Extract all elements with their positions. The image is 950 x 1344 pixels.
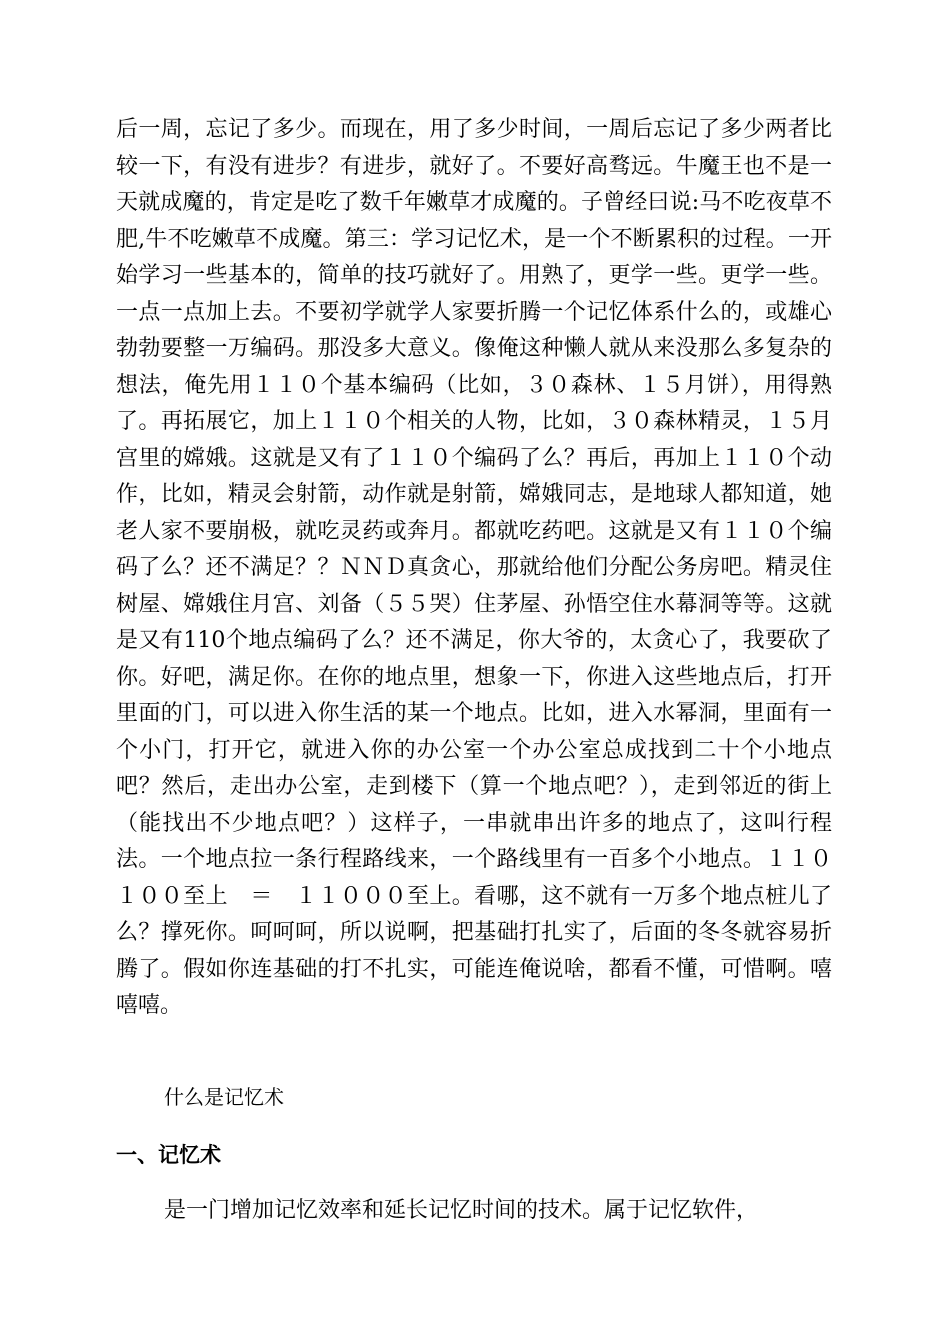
- section-heading: 一、记忆术: [116, 1143, 221, 1167]
- body-paragraph: 后一周，忘记了多少。而现在，用了多少时间，一周后忘记了多少两者比较一下，有没有进步？有进步，就好了。不要好高骛远。牛魔王也不是一天就成魔的，肯定是吃了数千年嫩草才成魔的。子曾经曰说:马不吃夜草不肥,牛不吃嫩草不成魔。第三：学习记忆术，是一个不断累积的过程。一开始学习一些基本的，简单的技巧就好了。用熟了，更学一些。更学一些。一点一点加上去。不要初学就学人家要折腾一个记忆体系什么的，或雄心勃勃要整一万编码。那没多大意义。像俺这种懒人就从来没那么多复杂的想法，俺先用１１０个基本编码（比如，３０森林、１５月饼），用得熟了。再拓展它，加上１１０个相关的人物，比如，３０森林精灵，１５月宫里的嫦娥。这就是又有了１１０个编码了么？再后，再加上１１０个动作，比如，精灵会射箭，动作就是射箭，嫦娥同志，是地球人都知道，她老人家不要崩极，就吃灵药或奔月。都就吃药吧。这就是又有１１０个编码了么？还不满足？？ＮＮＤ真贪心，那就给他们分配公务房吧。精灵住树屋、嫦娥住月宫、刘备（５５哭）住茅屋、孙悟空住水幕洞等等。这就是又有110个地点编码了么？还不满足，你大爷的，太贪心了，我要砍了你。好吧，满足你。在你的地点里，想象一下，你进入这些地点后，打开里面的门，可以进入你生活的某一个地点。比如，进入水幂洞，里面有一个小门，打开它，就进入你的办公室一个办公室总成找到二十个小地点吧？然后，走出办公室，走到楼下（算一个地点吧？），走到邻近的街上（能找出不少地点吧？）这样子，一串就串出许多的地点了，这叫行程法。一个地点拉一条行程路线来，一个路线里有一百多个小地点。１１０１００至上 ＝ １１０００至上。看哪，这不就有一万多个地点桩儿了么？撑死你。呵呵呵，所以说啊，把基础打扎实了，后面的冬冬就容易折腾了。假如你连基础的打不扎实，可能连俺说啥，都看不懂，可惜啊。嘻嘻嘻。: [116, 117, 832, 1018]
- section-paragraph: 是一门增加记忆效率和延长记忆时间的技术。属于记忆软件，: [164, 1198, 759, 1223]
- document-page: [116, 112, 832, 1223]
- subtitle: 什么是记忆术: [164, 1085, 284, 1109]
